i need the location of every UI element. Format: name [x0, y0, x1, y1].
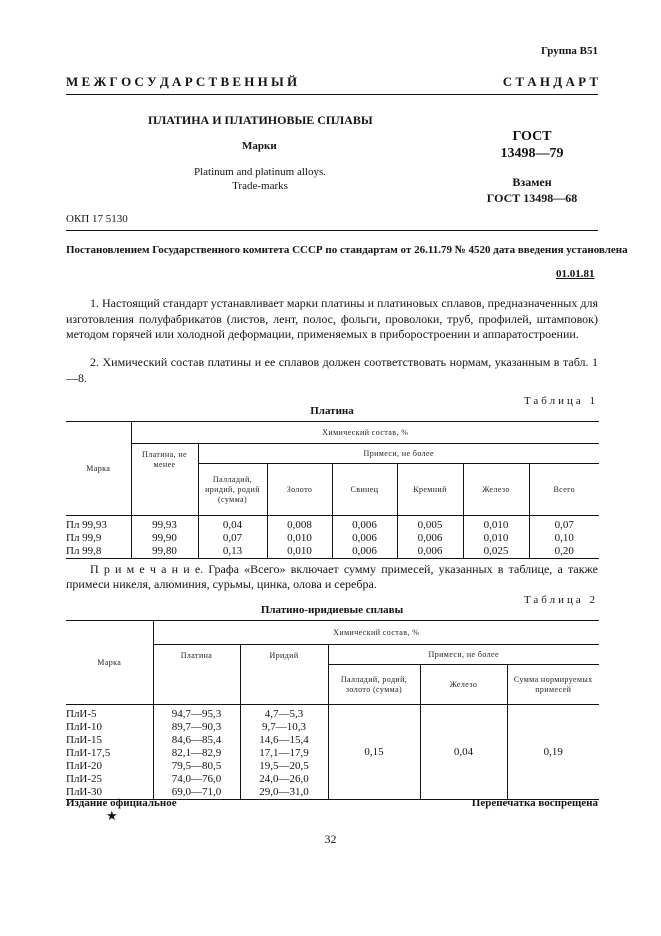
table1-header-impurities: Примеси, не более: [198, 444, 599, 464]
table1-cell: 0,006: [397, 532, 463, 545]
banner-word-2: С Т А Н Д А Р Т: [502, 74, 598, 89]
table1-cell: 0,10: [529, 532, 599, 545]
table1-cell: 0,13: [198, 545, 267, 559]
table1-cell: 0,010: [463, 516, 529, 533]
table1-cell: 0,07: [198, 532, 267, 545]
table2-mark: ПлИ-17,5: [66, 747, 111, 759]
footer-reprint-prohibited: Перепечатка воспрещена: [471, 797, 598, 809]
table1-cell: 0,07: [529, 516, 599, 533]
table2-marks-cell: [66, 705, 153, 800]
table2-label: Таблица 2: [523, 594, 598, 606]
replaces-number: ГОСТ 13498—68: [486, 191, 578, 205]
table2-mark: ПлИ-15: [66, 734, 103, 746]
table2-name: Платино-иридиевые сплавы: [260, 604, 404, 616]
table2-mark: ПлИ-10: [66, 721, 103, 733]
table2-platinum-value: 74,0—76,0: [171, 773, 222, 785]
table2-header-impurities: Примеси, не более: [328, 645, 599, 665]
table2-header-chem: Химический состав, %: [153, 621, 599, 645]
english-title: [180, 165, 340, 193]
table1: [66, 421, 599, 559]
table2-iridium-cell: [240, 705, 328, 800]
table1-cell: 0,006: [332, 516, 397, 533]
table2-mark: ПлИ-30: [66, 786, 103, 798]
table-row: [66, 705, 599, 800]
effective-date: 01.01.81: [556, 268, 595, 280]
english-title-line-2: Trade-marks: [232, 180, 288, 192]
table1-header-total: Всего: [529, 464, 599, 516]
table-row: [66, 545, 599, 559]
gost-number: 13498—79: [500, 146, 564, 161]
okp-rule: [66, 230, 598, 231]
table2-mark: ПлИ-25: [66, 773, 103, 785]
table-row: [66, 516, 599, 533]
paragraph-2: 2. Химический состав платины и ее сплавов должен соответствовать нормам, указанным в табл. 1—8.: [66, 355, 598, 385]
table1-cell: 0,006: [332, 532, 397, 545]
table1-header-gold: Золото: [267, 464, 332, 516]
table1-cell: Пл 99,9: [66, 532, 102, 544]
table1-name: Платина: [310, 405, 354, 417]
table2-header-sum: Сумма нормируемых примесей: [507, 665, 599, 705]
english-title-line-1: Platinum and platinum alloys.: [194, 166, 326, 178]
table1-cell: 0,010: [463, 532, 529, 545]
table1-cell: 99,90: [131, 532, 198, 545]
banner-word-1: М Е Ж Г О С У Д А Р С Т В Е Н Н Ы Й: [66, 74, 298, 89]
table1-cell: 0,006: [397, 545, 463, 559]
group-code: Группа В51: [540, 45, 598, 57]
replaces-block: [470, 174, 594, 206]
standard-banner: [66, 74, 598, 90]
table2-platinum-value: 82,1—82,9: [171, 747, 222, 759]
table2-sum-value: 0,19: [507, 705, 599, 800]
table2-header-iron: Железо: [420, 665, 507, 705]
table2-iron-value: 0,04: [420, 705, 507, 800]
table1-label: Таблица 1: [523, 395, 598, 407]
footer-official-edition: Издание официальное: [66, 797, 177, 809]
table2-platinum-value: 69,0—71,0: [171, 786, 222, 798]
table2-header-platinum: Платина: [153, 645, 240, 705]
table-row: [66, 532, 599, 545]
table1-cell: 99,80: [131, 545, 198, 559]
table2-platinum-cell: [153, 705, 240, 800]
table2-iridium-value: 9,7—10,3: [262, 721, 306, 733]
table1-cell: Пл 99,93: [66, 519, 107, 531]
table2-iridium-value: 17,1—17,9: [259, 747, 309, 759]
table1-cell: 99,93: [131, 516, 198, 533]
document-title: ПЛАТИНА И ПЛАТИНОВЫЕ СПЛАВЫ: [148, 113, 373, 127]
table1-header-mark: Марка: [66, 422, 131, 516]
table2-iridium-value: 19,5—20,5: [259, 760, 309, 772]
table1-cell: 0,025: [463, 545, 529, 559]
table1-header-iron: Железо: [463, 464, 529, 516]
table1-header-platinum: Платина, не менее: [131, 444, 198, 516]
table2-iridium-value: 14,6—15,4: [259, 734, 309, 746]
table2-header-iridium: Иридий: [240, 645, 328, 705]
table2-header-mark: Марка: [66, 621, 153, 705]
table1-cell: 0,008: [267, 516, 332, 533]
table2-platinum-value: 79,5—80,5: [171, 760, 222, 772]
table1-header-silicon: Кремний: [397, 464, 463, 516]
table2-mark: ПлИ-20: [66, 760, 103, 772]
table1-cell: 0,006: [332, 545, 397, 559]
table2-iridium-value: 4,7—5,3: [264, 708, 304, 720]
table1-cell: 0,04: [198, 516, 267, 533]
table1-header-pd-ir-rh: Палладий, иридий, родий (сумма): [198, 464, 267, 516]
table1-cell: 0,010: [267, 545, 332, 559]
star-icon: ★: [106, 808, 118, 823]
gost-designation: [482, 128, 582, 162]
table2-mark: ПлИ-5: [66, 708, 97, 720]
paragraph-1: 1. Настоящий стандарт устанавливает марки платины и платиновых сплавов, предназначенных для изготовления полуфабрикатов (листов, лент, полос, фольги, проволоки, труб, профилей, штамповок) методом горячей или холодной деформации, применяемых в приборостроении и аппаратостроении.: [66, 296, 598, 341]
table2-header-pd-rh-au: Палладий, родий, золото (сумма): [328, 665, 420, 705]
gost-label: ГОСТ: [512, 129, 552, 144]
okp-code: ОКП 17 5130: [66, 213, 128, 225]
decree-text: Постановлением Государственного комитета СССР по стандартам от 26.11.79 № 4520 дата введения установлена: [66, 244, 628, 256]
table1-header-lead: Свинец: [332, 464, 397, 516]
table1-cell: 0,005: [397, 516, 463, 533]
table1-note: П р и м е ч а н и е. Графа «Всего» включает сумму примесей, указанных в таблице, а также примеси никеля, алюминия, сурьмы, цинка, олова и серебра.: [66, 562, 598, 591]
banner-rule: [66, 94, 598, 95]
table2: [66, 620, 599, 800]
table2-iridium-value: 24,0—26,0: [259, 773, 309, 785]
table1-cell: 0,010: [267, 532, 332, 545]
document-subtitle: Марки: [242, 140, 277, 152]
table2-pd-rh-au-value: 0,15: [328, 705, 420, 800]
table2-platinum-value: 94,7—95,3: [171, 708, 222, 720]
table1-cell: 0,20: [529, 545, 599, 559]
page-number: 32: [324, 832, 337, 846]
table1-header-chem: Химический состав, %: [131, 422, 599, 444]
table2-platinum-value: 84,6—85,4: [171, 734, 222, 746]
table1-cell: Пл 99,8: [66, 545, 131, 559]
table2-platinum-value: 89,7—90,3: [171, 721, 222, 733]
replaces-label: Взамен: [512, 175, 552, 189]
table2-iridium-value: 29,0—31,0: [259, 786, 309, 798]
